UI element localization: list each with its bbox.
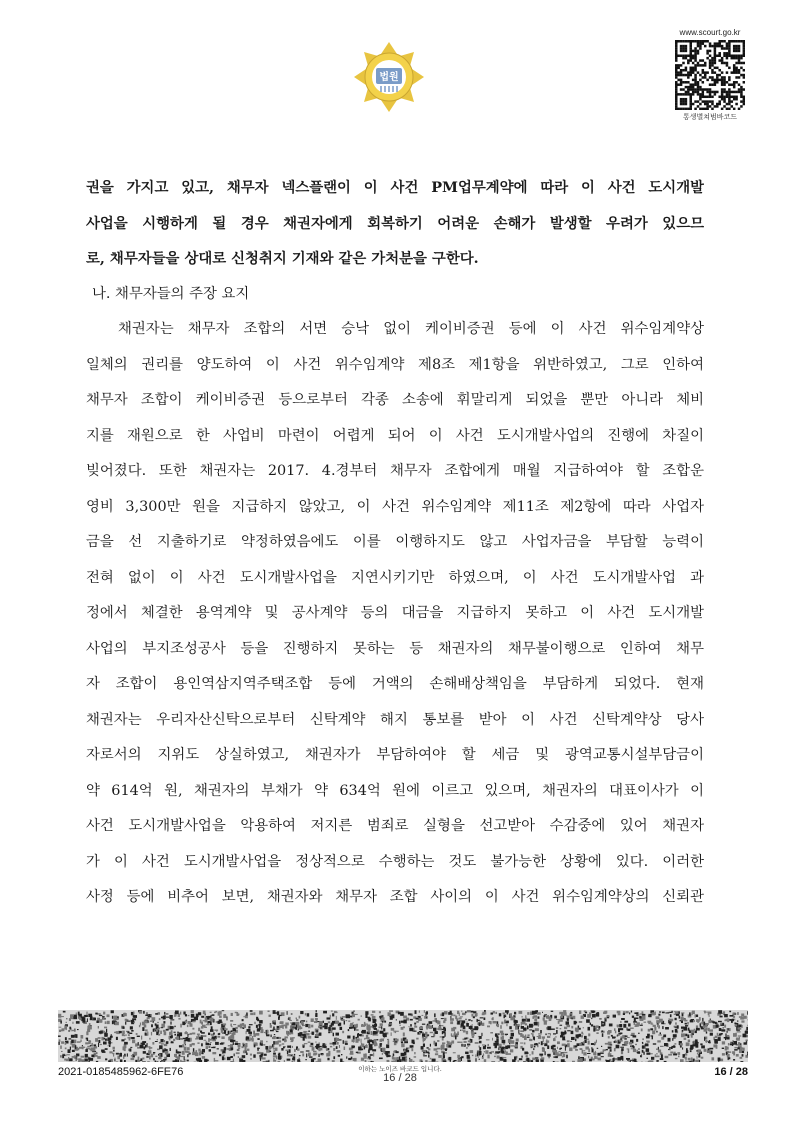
text-line: 채무자 조합이 케이비증권 등으로부터 각종 소송에 휘말리게 되었을 뿐만 아니라 체비 <box>86 392 704 408</box>
document-id: 2021-0185485962-6FE76 <box>58 1066 184 1078</box>
text-line: 자로서의 지위도 상실하였고, 채권자가 부담하여야 할 세금 및 광역교통시설부담금이 <box>86 747 704 763</box>
text-line: 채권자는 우리자산신탁으로부터 신탁계약 해지 통보를 받아 이 사건 신탁계약상 당사 <box>86 711 704 728</box>
qr-code <box>675 40 745 110</box>
text-line: 사업의 부지조성공사 등을 진행하지 못하는 등 채권자의 채무불이행으로 인하여 채무 <box>86 640 704 657</box>
text-line: 채권자는 채무자 조합의 서면 승낙 없이 케이비증권 등에 이 사건 위수임계약상 <box>118 321 704 337</box>
text-line: 약 614억 원, 채권자의 부채가 약 634억 원에 이르고 있으며, 채권자의 대표이사가 이 <box>86 782 704 799</box>
text-line: 정에서 체결한 용역계약 및 공사계약 등의 대금을 지급하지 못하고 이 사건 도시개발 <box>86 605 704 621</box>
barcode-note: 이하는 노이즈 바코드 입니다. <box>358 1065 442 1073</box>
qr-caption: 통생별쳐범바코드 <box>682 113 738 121</box>
text-line: 일체의 권리를 양도하여 이 사건 위수임계약 제8조 제1항을 위반하였고, 그로 인하여 <box>86 356 704 373</box>
text-line: 사정 등에 비추어 보면, 채권자와 채무자 조합 사이의 이 사건 위수임계약상의 신뢰관 <box>86 889 704 905</box>
text-line: 가 이 사건 도시개발사업을 정상적으로 수행하는 것도 불가능한 상황에 있다. 이러한 <box>86 853 704 870</box>
page-number: 16 / 28 <box>714 1066 748 1078</box>
text-line: 로, 채무자들을 상대로 신청취지 기재와 같은 가처분을 구한다. <box>86 250 479 267</box>
text-line: 빚어졌다. 또한 채권자는 2017. 4.경부터 채무자 조합에게 매월 지급하여야 할 조합운 <box>86 463 704 479</box>
noise-barcode <box>58 1010 748 1062</box>
emblem-text: 법원 <box>379 72 399 83</box>
text-line: 자 조합이 용인역삼지역주택조합 등에 거액의 손해배상책임을 부담하게 되었다. 현재 <box>86 676 704 692</box>
text-line: 나. 채무자들의 주장 요지 <box>92 285 250 302</box>
text-line: 지를 재원으로 한 사업비 마련이 어렵게 되어 이 사건 도시개발사업의 진행에 차질이 <box>86 427 704 444</box>
qr-url: www.scourt.go.kr <box>679 28 741 37</box>
text-line: 영비 3,300만 원을 지급하지 않았고, 이 사건 위수임계약 제11조 제2항에 따라 사업자 <box>86 498 704 515</box>
center-page-number: 16 / 28 <box>383 1072 417 1084</box>
decision-body <box>86 170 704 916</box>
text-line: 사건 도시개발사업을 악용하여 저지른 범죄로 실형을 선고받아 수감중에 있어 채권자 <box>86 818 704 834</box>
text-line: 전혀 없이 이 사건 도시개발사업을 지연시키기만 하였으며, 이 사건 도시개발사업 과 <box>86 569 704 586</box>
court-emblem <box>352 40 426 114</box>
text-line: 권을 가지고 있고, 채무자 넥스플랜이 이 사건 PM업무계약에 따라 이 사건 도시개발 <box>86 179 704 196</box>
text-line: 사업을 시행하게 될 경우 채권자에게 회복하기 어려운 손해가 발생할 우려가 있으므 <box>86 214 704 232</box>
text-line: 금을 선 지출하기로 약정하였음에도 이를 이행하지도 않고 사업자금을 부담할 능력이 <box>86 534 704 550</box>
